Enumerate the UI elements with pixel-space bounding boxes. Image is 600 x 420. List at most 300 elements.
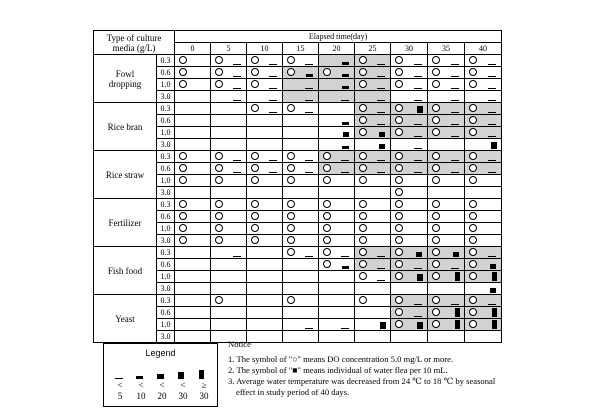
do-circle-icon — [179, 236, 187, 244]
legend-operator: < — [138, 380, 144, 390]
water-flea-level-icon — [490, 264, 496, 269]
observation-cell — [428, 283, 465, 295]
do-circle-icon — [251, 56, 259, 64]
do-circle-icon — [179, 224, 187, 232]
do-circle-icon — [215, 212, 223, 220]
observation-cell — [319, 55, 355, 67]
water-flea-level-icon — [451, 64, 459, 65]
observation-cell — [283, 223, 319, 235]
water-flea-level-icon — [377, 88, 385, 89]
do-circle-icon — [287, 56, 295, 64]
concentration-cell: 3.0 — [157, 91, 175, 103]
water-flea-level-icon — [414, 136, 422, 137]
water-flea-level-icon — [199, 370, 204, 379]
observation-cell — [283, 127, 319, 139]
concentration-cell: 0.3 — [157, 103, 175, 115]
do-circle-icon — [432, 308, 440, 316]
concentration-cell: 1.0 — [157, 271, 175, 283]
observation-cell — [283, 163, 319, 175]
observation-cell — [283, 91, 319, 103]
observation-cell — [247, 199, 283, 211]
legend-value: 5 — [117, 391, 123, 401]
do-circle-icon — [287, 176, 295, 184]
do-circle-icon — [251, 104, 259, 112]
media-name-text: Fowl — [115, 68, 135, 79]
observation-cell — [211, 127, 247, 139]
do-circle-icon — [359, 68, 367, 76]
water-flea-level-icon — [451, 100, 459, 101]
do-circle-icon — [432, 260, 440, 268]
do-circle-icon — [179, 152, 187, 160]
do-circle-icon — [395, 80, 403, 88]
water-flea-level-icon — [269, 112, 277, 113]
concentration-cell: 3.0 — [157, 331, 175, 343]
do-circle-icon — [323, 236, 331, 244]
observation-cell — [319, 127, 355, 139]
observation-cell — [247, 187, 283, 199]
observation-cell — [283, 103, 319, 115]
do-circle-icon — [432, 164, 440, 172]
observation-cell — [211, 187, 247, 199]
observation-cell — [247, 235, 283, 247]
water-flea-level-icon — [451, 172, 459, 173]
observation-cell — [465, 211, 502, 223]
do-circle-icon — [432, 104, 440, 112]
do-circle-icon — [287, 68, 295, 76]
concentration-cell: 0.3 — [157, 151, 175, 163]
observation-cell — [355, 199, 391, 211]
observation-cell — [319, 199, 355, 211]
observation-cell — [355, 127, 391, 139]
observation-cell — [283, 235, 319, 247]
water-flea-level-icon — [305, 112, 313, 113]
water-flea-level-icon — [341, 100, 349, 101]
water-flea-level-icon — [305, 256, 313, 257]
observation-cell — [319, 283, 355, 295]
water-flea-level-icon — [488, 76, 496, 77]
do-circle-icon — [287, 200, 295, 208]
observation-cell — [283, 283, 319, 295]
do-circle-icon — [359, 104, 367, 112]
observation-cell — [465, 247, 502, 259]
notice-line-3: 3. Average water temperature was decreased from 24 ℃ to 18 ℃ by seasonal — [228, 376, 496, 386]
water-flea-level-icon — [377, 256, 385, 257]
legend-value: 30 — [178, 391, 188, 401]
do-circle-icon — [251, 68, 259, 76]
observation-cell — [391, 319, 428, 331]
observation-cell — [428, 247, 465, 259]
observation-cell — [465, 187, 502, 199]
observation-cell — [428, 79, 465, 91]
observation-cell — [355, 151, 391, 163]
do-circle-icon — [469, 200, 477, 208]
observation-cell — [283, 307, 319, 319]
do-circle-icon — [469, 152, 477, 160]
observation-cell — [355, 55, 391, 67]
water-flea-level-icon — [414, 148, 422, 149]
observation-cell — [355, 79, 391, 91]
media-name-text: Fertilizer — [108, 217, 142, 228]
do-circle-icon — [215, 176, 223, 184]
observation-cell — [391, 79, 428, 91]
observation-cell — [391, 151, 428, 163]
water-flea-level-icon — [377, 76, 385, 77]
water-flea-level-icon — [488, 124, 496, 125]
water-flea-level-icon — [341, 256, 349, 257]
observation-cell — [428, 55, 465, 67]
observation-cell — [175, 295, 211, 307]
water-flea-level-icon — [451, 268, 459, 269]
observation-cell — [211, 259, 247, 271]
observation-cell — [391, 223, 428, 235]
water-flea-level-icon — [490, 288, 496, 293]
water-flea-level-icon — [136, 376, 143, 379]
observation-cell — [428, 199, 465, 211]
water-flea-level-icon — [488, 88, 496, 89]
observation-cell — [211, 151, 247, 163]
do-circle-icon — [432, 176, 440, 184]
do-circle-icon — [359, 176, 367, 184]
observation-cell — [355, 103, 391, 115]
observation-cell — [465, 199, 502, 211]
observation-cell — [428, 115, 465, 127]
media-header-line1: Type of culture — [106, 32, 162, 43]
water-flea-level-icon — [414, 76, 422, 77]
water-flea-level-icon — [342, 266, 349, 269]
concentration-cell: 1.0 — [157, 175, 175, 187]
observation-cell — [247, 151, 283, 163]
observation-cell — [465, 295, 502, 307]
day-header-cell: 10 — [247, 43, 283, 55]
observation-cell — [211, 163, 247, 175]
do-circle-icon — [179, 176, 187, 184]
water-flea-level-icon — [343, 132, 349, 137]
observation-cell — [391, 295, 428, 307]
water-flea-level-icon — [451, 136, 459, 137]
do-circle-icon — [251, 164, 259, 172]
concentration-cell: 1.0 — [157, 79, 175, 91]
observation-cell — [211, 199, 247, 211]
observation-cell — [428, 223, 465, 235]
water-flea-level-icon — [414, 64, 422, 65]
media-name-cell — [94, 103, 157, 151]
do-circle-icon — [469, 296, 477, 304]
observation-cell — [175, 235, 211, 247]
do-circle-icon — [469, 56, 477, 64]
observation-cell — [465, 259, 502, 271]
observation-cell — [211, 175, 247, 187]
do-circle-icon — [251, 236, 259, 244]
observation-cell — [175, 247, 211, 259]
observation-cell — [211, 211, 247, 223]
observation-cell — [465, 283, 502, 295]
do-circle-icon — [359, 56, 367, 64]
do-circle-icon — [215, 68, 223, 76]
media-name-text: Rice bran — [107, 121, 143, 132]
observation-cell — [355, 247, 391, 259]
observation-cell — [319, 295, 355, 307]
water-flea-level-icon — [414, 304, 422, 305]
water-flea-level-icon — [377, 100, 385, 101]
do-circle-icon — [323, 176, 331, 184]
observation-cell — [283, 259, 319, 271]
table-row — [94, 103, 502, 115]
do-circle-icon — [179, 164, 187, 172]
concentration-cell: 1.0 — [157, 223, 175, 235]
observation-cell — [283, 151, 319, 163]
concentration-cell: 0.6 — [157, 307, 175, 319]
observation-cell — [355, 139, 391, 151]
media-header-line2: media (g/L) — [112, 42, 156, 53]
do-circle-icon — [179, 200, 187, 208]
observation-cell — [175, 151, 211, 163]
water-flea-level-icon — [377, 280, 385, 281]
notice-line-3-continued: effect in study period of 40 days. — [236, 387, 350, 397]
do-circle-icon — [323, 152, 331, 160]
water-flea-level-icon — [417, 274, 423, 281]
water-flea-level-icon — [488, 112, 496, 113]
observation-cell — [355, 91, 391, 103]
concentration-cell: 0.3 — [157, 55, 175, 67]
observation-cell — [355, 259, 391, 271]
observation-cell — [211, 79, 247, 91]
observation-cell — [391, 139, 428, 151]
observation-cell — [175, 199, 211, 211]
legend-item — [173, 359, 193, 405]
media-name-cell — [94, 199, 157, 247]
do-circle-icon — [179, 212, 187, 220]
water-flea-level-icon — [451, 124, 459, 125]
do-circle-icon — [359, 200, 367, 208]
do-circle-icon — [432, 296, 440, 304]
water-flea-level-icon — [488, 160, 496, 161]
do-circle-icon — [251, 80, 259, 88]
observation-cell — [428, 271, 465, 283]
do-circle-icon — [215, 224, 223, 232]
table-row — [94, 247, 502, 259]
observation-cell — [319, 247, 355, 259]
do-circle-icon — [469, 224, 477, 232]
legend-item — [152, 359, 172, 405]
observation-cell — [355, 235, 391, 247]
observation-cell — [465, 67, 502, 79]
observation-cell — [428, 235, 465, 247]
observation-cell — [211, 307, 247, 319]
water-flea-level-icon — [455, 320, 460, 329]
do-circle-icon — [323, 260, 331, 268]
legend-value: 20 — [157, 391, 167, 401]
legend-item — [131, 359, 151, 405]
water-flea-level-icon — [178, 372, 184, 379]
do-circle-icon — [469, 248, 477, 256]
water-flea-level-icon — [488, 304, 496, 305]
observation-cell — [391, 163, 428, 175]
observation-cell — [319, 175, 355, 187]
do-circle-icon — [359, 164, 367, 172]
observation-cell — [465, 55, 502, 67]
concentration-cell: 1.0 — [157, 319, 175, 331]
concentration-cell: 0.3 — [157, 295, 175, 307]
legend-operator: < — [117, 380, 123, 390]
water-flea-level-icon — [417, 322, 423, 329]
observation-cell — [247, 79, 283, 91]
do-circle-icon — [395, 104, 403, 112]
do-circle-icon — [395, 164, 403, 172]
observation-cell — [211, 319, 247, 331]
do-circle-icon — [432, 128, 440, 136]
observation-cell — [319, 211, 355, 223]
do-circle-icon — [251, 176, 259, 184]
observation-cell — [247, 319, 283, 331]
water-flea-level-icon — [488, 256, 496, 257]
water-flea-level-icon — [233, 100, 241, 101]
do-circle-icon — [395, 200, 403, 208]
do-circle-icon — [251, 224, 259, 232]
do-circle-icon — [215, 200, 223, 208]
concentration-cell: 3.0 — [157, 187, 175, 199]
water-flea-level-icon — [417, 106, 423, 113]
concentration-cell: 0.6 — [157, 259, 175, 271]
observation-cell — [283, 115, 319, 127]
water-flea-level-icon — [342, 62, 349, 65]
observation-cell — [175, 139, 211, 151]
media-name-text: Yeast — [115, 313, 135, 324]
water-flea-level-icon — [305, 100, 313, 101]
observation-cell — [391, 55, 428, 67]
do-circle-icon — [359, 296, 367, 304]
observation-cell — [391, 127, 428, 139]
water-flea-level-icon — [488, 64, 496, 65]
water-flea-level-icon — [269, 76, 277, 77]
observation-cell — [465, 235, 502, 247]
observation-cell — [355, 211, 391, 223]
water-flea-level-icon — [488, 100, 496, 101]
do-circle-icon — [432, 248, 440, 256]
culture-media-table — [93, 30, 502, 343]
observation-cell — [211, 235, 247, 247]
water-flea-level-icon — [414, 172, 422, 173]
water-flea-level-icon — [377, 172, 385, 173]
water-flea-level-icon — [269, 64, 277, 65]
water-flea-level-icon — [233, 256, 241, 257]
do-circle-icon — [215, 80, 223, 88]
concentration-cell: 1.0 — [157, 127, 175, 139]
observation-cell — [428, 319, 465, 331]
do-circle-icon — [359, 272, 367, 280]
observation-cell — [175, 259, 211, 271]
do-circle-icon — [287, 164, 295, 172]
observation-cell — [319, 223, 355, 235]
observation-cell — [319, 103, 355, 115]
observation-cell — [391, 91, 428, 103]
do-circle-icon — [432, 224, 440, 232]
legend-item — [110, 359, 130, 405]
observation-cell — [247, 175, 283, 187]
observation-cell — [283, 199, 319, 211]
do-circle-icon — [359, 236, 367, 244]
do-circle-icon — [469, 236, 477, 244]
elapsed-time-header: Elapsed time(day) — [175, 31, 502, 43]
do-circle-icon — [395, 116, 403, 124]
do-circle-icon — [432, 116, 440, 124]
water-flea-level-icon — [451, 88, 459, 89]
observation-cell — [319, 91, 355, 103]
observation-cell — [175, 211, 211, 223]
observation-cell — [391, 199, 428, 211]
observation-cell — [319, 187, 355, 199]
do-circle-icon — [469, 164, 477, 172]
observation-cell — [211, 223, 247, 235]
observation-cell — [355, 307, 391, 319]
observation-cell — [355, 283, 391, 295]
observation-cell — [211, 295, 247, 307]
observation-cell — [283, 67, 319, 79]
notice-line-2: 2. The symbol of "■" means individual of water flea per 10 mL. — [228, 365, 448, 375]
notice-title: Notice — [228, 339, 251, 349]
water-flea-level-icon — [341, 172, 349, 173]
do-circle-icon — [323, 212, 331, 220]
observation-cell — [428, 103, 465, 115]
legend-operator: ≥ — [201, 380, 207, 390]
water-flea-level-icon — [305, 172, 313, 173]
observation-cell — [355, 163, 391, 175]
concentration-cell: 0.6 — [157, 67, 175, 79]
observation-cell — [175, 115, 211, 127]
water-flea-level-icon — [453, 252, 459, 257]
do-circle-icon — [469, 260, 477, 268]
observation-cell — [428, 151, 465, 163]
legend-title: Legend — [145, 348, 176, 358]
do-circle-icon — [179, 56, 187, 64]
table-row — [94, 151, 502, 163]
water-flea-level-icon — [342, 122, 349, 125]
observation-cell — [465, 319, 502, 331]
media-name-cell — [94, 55, 157, 103]
observation-cell — [465, 103, 502, 115]
do-circle-icon — [215, 164, 223, 172]
observation-cell — [247, 103, 283, 115]
observation-cell — [391, 115, 428, 127]
observation-cell — [283, 55, 319, 67]
water-flea-level-icon — [157, 374, 164, 379]
do-circle-icon — [179, 80, 187, 88]
observation-cell — [391, 175, 428, 187]
observation-cell — [428, 307, 465, 319]
water-flea-level-icon — [341, 328, 349, 329]
do-circle-icon — [469, 320, 477, 328]
day-header-cell: 40 — [465, 43, 502, 55]
do-circle-icon — [469, 104, 477, 112]
water-flea-level-icon — [491, 142, 497, 149]
do-circle-icon — [287, 152, 295, 160]
water-flea-level-icon — [379, 132, 385, 137]
do-circle-icon — [215, 296, 223, 304]
observation-cell — [283, 295, 319, 307]
water-flea-level-icon — [305, 64, 313, 65]
observation-cell — [428, 187, 465, 199]
legend-operator: < — [159, 380, 165, 390]
day-header-cell: 30 — [391, 43, 428, 55]
do-circle-icon — [287, 296, 295, 304]
water-flea-level-icon — [414, 124, 422, 125]
do-circle-icon — [432, 152, 440, 160]
observation-cell — [283, 211, 319, 223]
water-flea-level-icon — [342, 74, 349, 77]
do-circle-icon — [395, 224, 403, 232]
do-circle-icon — [251, 152, 259, 160]
observation-cell — [211, 55, 247, 67]
water-flea-level-icon — [492, 308, 497, 317]
